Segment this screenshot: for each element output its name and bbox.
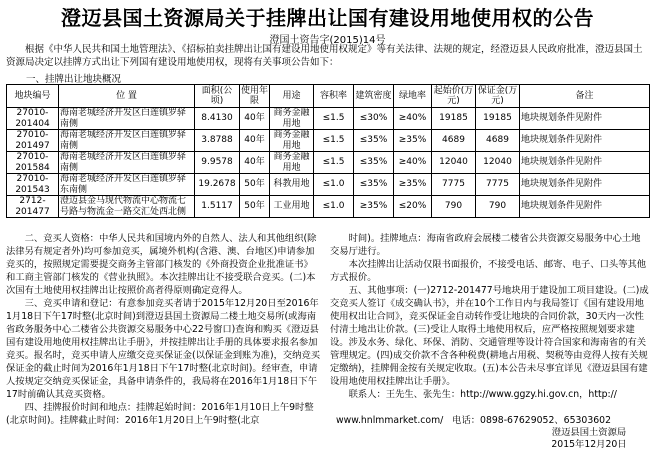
table-cell: 地块规划条件见附件: [520, 174, 650, 196]
table-row: [7, 108, 650, 130]
table-cell: 商务金融用地: [270, 130, 314, 152]
right-column: [330, 232, 649, 401]
table-cell: 40年: [240, 130, 270, 152]
column-header: 面积(公顷): [195, 85, 240, 108]
website: www.hnlmmarket.com/: [336, 415, 444, 426]
table-cell: 地块规划条件见附件: [520, 108, 650, 130]
table-cell: 19185: [476, 108, 520, 130]
table-cell: 地块规划条件见附件: [520, 152, 650, 174]
table-cell: ≤35%: [354, 130, 394, 152]
table-cell: 7775: [432, 174, 476, 196]
table-row: [7, 130, 650, 152]
table-cell: 12040: [432, 152, 476, 174]
table-cell: 地块规划条件见附件: [520, 196, 650, 218]
paragraph-written-bids: 本次挂牌出让活动仅限书面报价，不接受电话、邮寄、电子、口头等其他方式报价。: [330, 259, 647, 283]
page-title: 澄迈县国土资源局关于挂牌出让国有建设用地使用权的公告: [61, 6, 594, 30]
table-cell: 40年: [240, 152, 270, 174]
table-cell: ≤35%: [354, 174, 394, 196]
table-cell: ≤1.0: [314, 196, 354, 218]
table-cell: 27010-201543: [7, 174, 59, 196]
table-cell: 27010-201584: [7, 152, 59, 174]
signature-org: 澄迈县国土资源局: [551, 427, 627, 438]
table-cell: ≥35%: [354, 196, 394, 218]
table-header-row: [7, 85, 650, 108]
table-cell: ≥40%: [394, 108, 432, 130]
table-cell: 9.9578: [195, 152, 240, 174]
table-cell: ≤20%: [394, 196, 432, 218]
table-cell: 商务金融用地: [270, 108, 314, 130]
table-cell: ≤1.5: [314, 108, 354, 130]
table-cell: 科教用地: [270, 174, 314, 196]
table-cell: 50年: [240, 174, 270, 196]
contact-persons: 联系人：王先生、张先生：: [348, 389, 461, 400]
table-cell: 4689: [432, 130, 476, 152]
column-header: 起始价(万元): [432, 85, 476, 108]
column-header: 备注: [520, 85, 650, 108]
parcel-table: [6, 84, 650, 218]
table-cell: 19.2678: [195, 174, 240, 196]
table-cell: 1.5117: [195, 196, 240, 218]
table-cell: 3.8788: [195, 130, 240, 152]
table-cell: 商务金融用地: [270, 152, 314, 174]
table-cell: ≥40%: [394, 152, 432, 174]
paragraph-bidding-time: 四、挂牌报价时间和地点：挂牌起始时间：2016年1月10日上午9时整(北京时间)。挂牌截止时间：2016年1月20日上午9时整(北京: [6, 402, 314, 426]
paragraph-bidding-place: 时间)。挂牌地点：海南省政府会展楼二楼省公共资源交易服务中心土地交易厅进行。: [330, 233, 641, 257]
table-cell: 海南老城经济开发区白莲镇罗驿南侧: [59, 108, 195, 130]
table-cell: ≤1.5: [314, 152, 354, 174]
table-cell: 8.4130: [195, 108, 240, 130]
table-cell: ≤1.0: [314, 174, 354, 196]
contact-url: http://www.ggzy.hi.gov.cn，http://: [460, 389, 617, 400]
table-cell: ≥35%: [394, 174, 432, 196]
table-row: [7, 152, 650, 174]
table-cell: 790: [476, 196, 520, 218]
table-cell: 地块规划条件见附件: [520, 130, 650, 152]
paragraph-application: 三、竞买申请和登记：有意参加竞买者请于2015年12月20日至2016年1月18日下午17时整(北京时间)到澄迈县国土资源局二楼土地交易所(或海南省政务服务中心二楼省公共资源交易服务中心22号窗口)查询和购买《澄迈县国有建设用地使用权挂牌出让手册》，并按挂牌出让手册的具体要求报名参加竞买。报名时，竞买申请人应缴交竞买保证金(以保证金到账为准)，交纳竞买保证金的截止时间为2016年1月18日下午17时整(北京时间)。经审查，申请人按规定交纳竞买保证金，具备申请条件的，我局将在2016年1月18日下午17时前确认其竞买资格。: [6, 298, 321, 400]
column-header: 绿地率: [394, 85, 432, 108]
table-cell: 海南老城经济开发区白莲镇罗驿南侧: [59, 130, 195, 152]
left-column: [6, 232, 322, 427]
column-header: 建筑密度: [354, 85, 394, 108]
table-cell: 澄迈县金马现代物流中心物流七号路与物流金一路交汇处西北侧: [59, 196, 195, 218]
table-cell: 海南老城经济开发区白莲镇罗驿东南侧: [59, 174, 195, 196]
table-cell: 12040: [476, 152, 520, 174]
signature-date: 2015年12月20日: [551, 439, 627, 450]
column-header: 容积率: [314, 85, 354, 108]
document-number: 澄国土资告字(2015)14号: [269, 35, 386, 46]
column-header: 使用年限: [241, 85, 269, 106]
table-cell: 27010-201404: [7, 108, 59, 130]
column-header: 用途: [270, 85, 314, 108]
table-cell: 4689: [476, 130, 520, 152]
table-cell: ≥35%: [394, 130, 432, 152]
table-cell: 2712-201477: [7, 196, 59, 218]
table-cell: 50年: [240, 196, 270, 218]
phone-numbers: 电话：0898-67629052、65303602: [452, 415, 611, 426]
column-header: 保证金(万元): [476, 85, 520, 108]
table-cell: 19185: [432, 108, 476, 130]
table-cell: 海南老城经济开发区白莲镇罗驿南侧: [59, 152, 195, 174]
table-cell: 27010-201497: [7, 130, 59, 152]
table-row: [7, 174, 650, 196]
table-cell: ≤1.5: [314, 130, 354, 152]
intro-paragraph: 根据《中华人民共和国土地管理法》、《招标拍卖挂牌出让国有建设用地使用权规定》等有关法律、法规的规定，经澄迈县人民政府批准，澄迈县国土资源局决定以挂牌方式出让下列国有建设用地使用权，现将有关事项公告如下：: [6, 44, 643, 68]
contact-line: [330, 388, 649, 401]
table-row: [7, 196, 650, 218]
paragraph-other-matters: 五、其他事项：(一)2712-201477号地块用于建设加工项目建设。(二)成交竞买人签订《成交确认书》，并在10个工作日内与我局签订《国有建设用地使用权出让合同》，竞买保证金自动转作受让地块的合同价款，30天内一次性付清土地出让价款。(三)受让人取得土地使用权后，应严格按照规划要求建设。涉及水务、绿化、环保、消防、交通管理等设计符合国家和海南省的有关管理规定。(四)成交价款不含各种税费(耕地占用税、契税等由竞得人按有关规定缴纳)，挂牌佣金按有关规定收取。(五)本公告未尽事宜详见《澄迈县国有建设用地使用权挂牌出让手册》。: [330, 285, 649, 387]
section-heading: 一、挂牌出让地块概况: [26, 74, 122, 85]
table-cell: ≤30%: [354, 108, 394, 130]
column-header: 地块编号: [7, 85, 59, 108]
table-cell: ≤35%: [354, 152, 394, 174]
table-cell: 7775: [476, 174, 520, 196]
table-cell: 790: [432, 196, 476, 218]
table-cell: 40年: [240, 108, 270, 130]
table-cell: 工业用地: [270, 196, 314, 218]
column-header: 位 置: [59, 85, 195, 108]
paragraph-bidder-qualification: 二、竞买人资格：中华人民共和国境内外的自然人、法人和其他组织(除法律另有规定者外)均可参加竞买，属境外机构(含港、澳、台地区)申请参加竞买的，按照规定需要提交商务主管部门核发的《外商投资企业批准证书》和工商主管部门核发的《营业执照》。本次挂牌出让不接受联合竞买。(二)本次国有土地使用权挂牌出让按照价高者得原则确定竞得人。: [6, 233, 317, 296]
